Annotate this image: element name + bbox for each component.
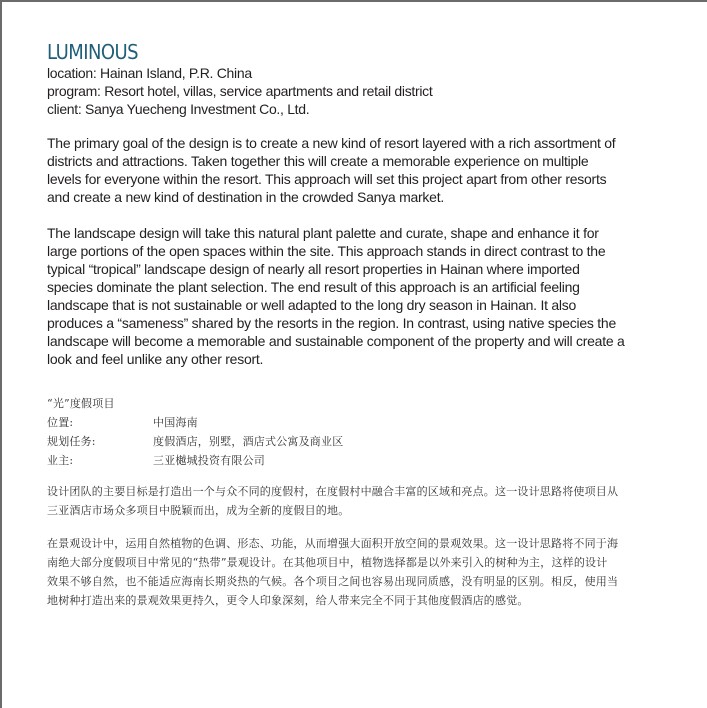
text-line: and create a new kind of destination in the crowded Sanya market. [47, 189, 444, 205]
document-content [47, 40, 667, 610]
text-line: large portions of the open spaces within the site. This approach stands in direct contrast to the [47, 243, 606, 259]
chinese-paragraph-landscape [47, 534, 667, 610]
meta-key: 业主: [47, 454, 74, 467]
meta-location: location: Hainan Island, P.R. China [47, 65, 252, 81]
chinese-meta-program [47, 432, 667, 451]
text-line: 三亚酒店市场众多项目中脱颖而出，成为全新的度假目的地。 [47, 504, 350, 517]
text-line: 设计团队的主要目标是打造出一个与众不同的度假村，在度假村中融合丰富的区域和亮点。这一设计思路将使项目从 [47, 485, 619, 498]
text-line: look and feel unlike any other resort. [47, 351, 264, 367]
meta-value: 中国海南 [153, 416, 198, 429]
text-line: 在景观设计中，运用自然植物的色调、形态、功能，从而增强大面积开放空间的景观效果。这一设计思路将不同于海 [47, 537, 619, 550]
chinese-meta-client [47, 451, 667, 470]
text-line: landscape that is not sustainable or well adapted to the long dry season in Hainan. It also [47, 297, 577, 313]
text-line: districts and attractions. Taken together this will create a memorable experience on multiple [47, 153, 589, 169]
text-line: The primary goal of the design is to create a new kind of resort layered with a rich assortment of [47, 135, 616, 151]
text-line: 南绝大部分度假项目中常见的“热带”景观设计。在其他项目中，植物选择都是以外来引入的树种为主，这样的设计 [47, 556, 608, 569]
text-line: species dominate the plant selection. The end result of this approach is an artificial feeling [47, 279, 580, 295]
english-paragraph-goal [47, 134, 667, 206]
chinese-paragraph-goal [47, 482, 667, 520]
meta-program: program: Resort hotel, villas, service apartments and retail district [47, 83, 433, 99]
text-line: The landscape design will take this natural plant palette and curate, shape and enhance it for [47, 225, 599, 241]
meta-client: client: Sanya Yuecheng Investment Co., Ltd. [47, 101, 310, 117]
meta-value: 三亚樾城投资有限公司 [153, 454, 265, 467]
text-line: landscape will become a memorable and sustainable component of the property and will create a [47, 333, 625, 349]
text-line: 地树种打造出来的景观效果更持久，更令人印象深刻，给人带来完全不同于其他度假酒店的感觉。 [47, 594, 529, 607]
text-line: levels for everyone within the resort. This approach will set this project apart from other resorts [47, 171, 607, 187]
project-meta [47, 64, 667, 118]
text-line: typical “tropical” landscape design of nearly all resort properties in Hainan where imported [47, 261, 580, 277]
meta-value: 度假酒店，别墅，酒店式公寓及商业区 [153, 435, 344, 448]
text-line: produces a “sameness” shared by the resorts in the region. In contrast, using native species the [47, 315, 616, 331]
chinese-title: “光”度假项目 [47, 397, 115, 410]
project-title: LUMINOUS [47, 40, 139, 64]
meta-key: 规划任务: [47, 435, 96, 448]
meta-key: 位置: [47, 416, 74, 429]
english-paragraph-landscape [47, 224, 667, 368]
chinese-section [47, 394, 667, 610]
chinese-meta-location [47, 413, 667, 432]
text-line: 效果不够自然，也不能适应海南长期炎热的气候。各个项目之间也容易出现同质感，没有明显的区别。相反，使用当 [47, 575, 619, 588]
